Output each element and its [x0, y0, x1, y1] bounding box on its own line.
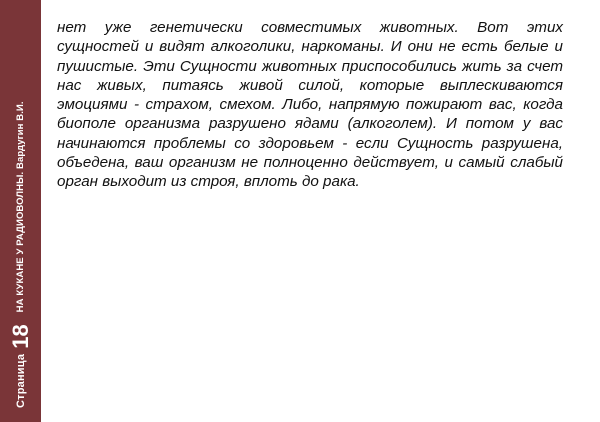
page-number: 18 — [7, 324, 33, 349]
page-label: Страница — [14, 353, 27, 408]
sidebar-vertical-text — [0, 0, 41, 422]
body-paragraph: нет уже генетически совместимых животных. Вот этих сущностей и видят алкоголики, наркоманы. И они не есть белые и пушистые. Эти Сущности животных приспособились жить за счет нас живых, питаясь живой силой, которые выплескиваются эмоциями - страхом, смехом. Либо, напрямую пожирают вас, когда биополе организма разрушено ядами (алкоголем). И потом у вас начинаются проблемы со здоровьем - если Сущность разрушена, объедена, ваш организм не полноценно действует, и самый слабый орган выходит из строя, вплоть до рака. — [57, 19, 563, 191]
page-sidebar — [0, 0, 41, 422]
running-header: НА КУКАНЕ У РАДИОВОЛНЫ. Вардугин В.И. — [15, 101, 26, 313]
